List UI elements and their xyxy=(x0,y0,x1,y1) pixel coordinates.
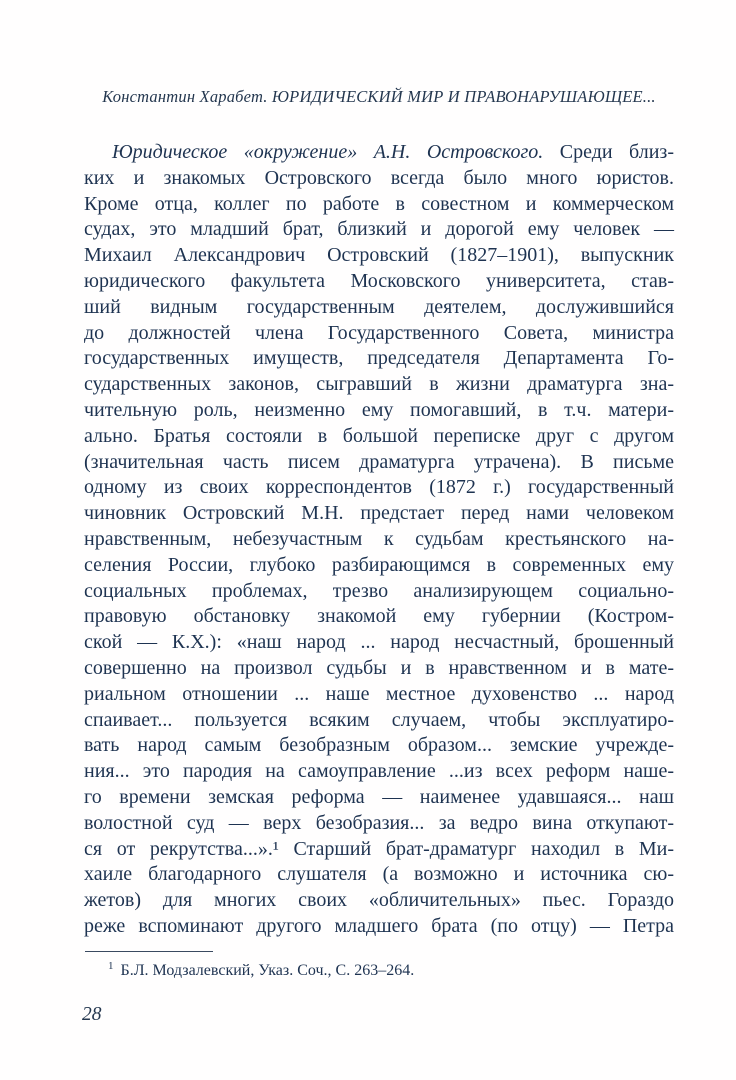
text-line: реже вспоминают другого младшего брата (по отцу) — Петра xyxy=(84,914,674,937)
text-line: селения России, глубоко разбирающимся в современных ему xyxy=(84,553,674,576)
text-line: совершенно на произвол судьбы и в нравственном и в мате- xyxy=(84,656,674,679)
text-line: чительную роль, неизменно ему помогавший, в т.ч. матери- xyxy=(84,398,674,421)
footnote-separator xyxy=(85,951,213,952)
paragraph-first-line-rest: Среди близ- xyxy=(543,141,674,163)
text-line: ший видным государственным деятелем, дослужившийся xyxy=(84,295,674,318)
text-line: социальных проблемах, трезво анализирующем социально- xyxy=(84,579,674,602)
text-line: спаивает... пользуется всяким случаем, чтобы эксплуатиро- xyxy=(84,708,674,731)
text-line: хаиле благодарного слушателя (а возможно и источника сю- xyxy=(84,863,674,886)
text-line: вать народ самым безобразным образом... земские учрежде- xyxy=(84,734,674,757)
text-line: го времени земская реформа — наименее удавшаяся... наш xyxy=(84,785,674,808)
text-line: одному из своих корреспондентов (1872 г.) государственный xyxy=(84,476,674,499)
text-line: ально. Братья состояли в большой переписке друг с другом xyxy=(84,424,674,447)
body-paragraph xyxy=(84,140,674,940)
footnote-text: Б.Л. Модзалевский, Указ. Соч., С. 263–264. xyxy=(120,962,415,979)
text-line: ких и знакомых Островского всегда было много юристов. xyxy=(84,166,674,189)
page-number: 28 xyxy=(82,1004,102,1025)
text-line: до должностей члена Государственного Совета, министра xyxy=(84,321,674,344)
text-line: чиновник Островский М.Н. предстает перед нами человеком xyxy=(84,502,674,525)
paragraph-first-line xyxy=(84,140,674,166)
footnote xyxy=(84,960,674,981)
text-line: Кроме отца, коллег по работе в совестном и коммерческом xyxy=(84,192,674,215)
text-line: юридического факультета Московского университета, став- xyxy=(84,269,674,292)
paragraph-lead-italic: Юридическое «окружение» А.Н. Островского. xyxy=(112,141,544,163)
text-line: риальном отношении ... наше местное духовенство ... народ xyxy=(84,682,674,705)
text-line: ся от рекрутства...».¹ Старший брат-драматург находил в Ми- xyxy=(84,837,674,860)
text-line: волостной суд — верх безобразия... за ведро вина откупают- xyxy=(84,811,674,834)
text-line: ния... это пародия на самоуправление ...из всех реформ наше- xyxy=(84,760,674,783)
text-line: государственных имуществ, председателя Департамента Го- xyxy=(84,347,674,370)
running-head: Константин Харабет. ЮРИДИЧЕСКИЙ МИР И ПРАВОНАРУШАЮЩЕЕ... xyxy=(102,87,656,106)
text-line: Михаил Александрович Островский (1827–1901), выпускник xyxy=(84,244,674,267)
text-line: судах, это младший брат, близкий и дорогой ему человек — xyxy=(84,218,674,241)
text-line: ской — К.Х.): «наш народ ... народ несчастный, брошенный xyxy=(84,631,674,654)
text-line: сударственных законов, сыгравший в жизни драматурга зна- xyxy=(84,373,674,396)
text-line: правовую обстановку знакомой ему губернии (Костром- xyxy=(84,605,674,628)
text-line: (значительная часть писем драматурга утрачена). В письме xyxy=(84,450,674,473)
footnote-marker: 1 xyxy=(108,959,114,972)
paragraph-lines xyxy=(84,166,674,940)
text-line: нравственным, небезучастным к судьбам крестьянского на- xyxy=(84,527,674,550)
text-line: жетов) для многих своих «обличительных» пьес. Гораздо xyxy=(84,889,674,912)
